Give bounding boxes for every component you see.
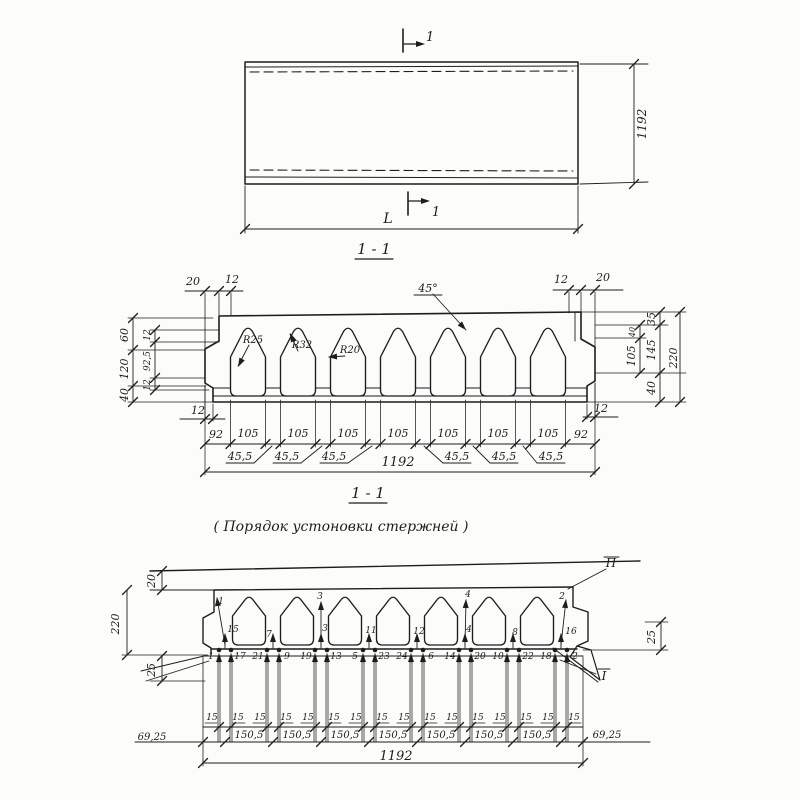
- dim-label: 105: [487, 427, 509, 440]
- rod-number: 20: [474, 652, 486, 662]
- rod-number: 18: [540, 652, 552, 662]
- dim-label: 15: [254, 713, 266, 723]
- dim-label: 69,25: [592, 730, 622, 741]
- dim-label: 45,5: [227, 450, 253, 463]
- length-dim: L: [383, 211, 393, 227]
- dim-label: 15: [206, 713, 218, 723]
- rod-number: 6: [428, 652, 434, 662]
- dim-label: 92,5: [143, 350, 153, 372]
- dim-label: 15: [376, 713, 388, 723]
- dim-label: 15: [398, 713, 410, 723]
- dim-label: 40: [628, 326, 637, 338]
- dim-label: 150,5: [426, 730, 456, 741]
- rod-number: 13: [330, 652, 342, 662]
- rod-number: 12: [413, 627, 425, 637]
- dim-label: 105: [537, 427, 559, 440]
- rod-number: 10: [492, 652, 504, 662]
- dim-label: 92: [209, 428, 223, 441]
- dim-label: 105: [625, 345, 638, 367]
- dim-label: 120: [118, 358, 131, 380]
- dim-label: 12: [191, 404, 205, 417]
- dim-label: 12: [143, 379, 153, 391]
- mesh-mark: П: [605, 556, 617, 570]
- dim-label: 150,5: [522, 730, 552, 741]
- dim-label: 40: [645, 381, 658, 395]
- dim-label: 15: [232, 713, 244, 723]
- rod-number: 19: [300, 652, 312, 662]
- rod-number: 3: [322, 624, 328, 634]
- rod-number: 7: [266, 630, 272, 640]
- view-caption: ( Порядок устоновки стержней ): [213, 519, 469, 535]
- dim-label: 15: [542, 713, 554, 723]
- width-dim: 1192: [635, 108, 649, 140]
- dim-label: 105: [437, 427, 459, 440]
- rod-number: 2: [559, 592, 565, 602]
- rod-number: 2: [572, 652, 578, 662]
- dim-label: 12: [143, 329, 153, 341]
- radius-label: R20: [339, 345, 361, 356]
- dim-label: 105: [337, 427, 359, 440]
- dim-label: 150,5: [330, 730, 360, 741]
- rod-number: 17: [234, 652, 246, 662]
- rod-number: 16: [565, 627, 577, 637]
- rod-number: 23: [378, 652, 390, 662]
- dim-label: 1192: [381, 455, 415, 470]
- dim-label: 15: [280, 713, 292, 723]
- dim-label: 12: [554, 273, 568, 286]
- rod-number: 24: [396, 652, 408, 662]
- rod-number: 1: [218, 597, 224, 607]
- dim-label: 15: [472, 713, 484, 723]
- rod-number: 22: [522, 652, 534, 662]
- dim-label: 40: [118, 388, 131, 402]
- dim-label: 15: [302, 713, 314, 723]
- dim-label: 150,5: [282, 730, 312, 741]
- dim-label: 150,5: [474, 730, 504, 741]
- radius-label: R25: [242, 335, 264, 346]
- rod-number: 9: [284, 652, 290, 662]
- dim-label: 150,5: [234, 730, 264, 741]
- rod-number: 3: [317, 592, 323, 602]
- dim-label: 15: [520, 713, 532, 723]
- rod-number: 14: [444, 652, 456, 662]
- rod-number: 21: [252, 652, 264, 662]
- dim-label: 45,5: [491, 450, 517, 463]
- dim-label: 45,5: [274, 450, 300, 463]
- rod-installation-geometry: [122, 503, 668, 768]
- section-mark-label: 1: [431, 205, 441, 220]
- dim-label: 20: [186, 275, 200, 288]
- dim-label: 45,5: [538, 450, 564, 463]
- dim-label: 15: [568, 713, 580, 723]
- dim-label: 15: [494, 713, 506, 723]
- dim-label: 15: [424, 713, 436, 723]
- dim-label: 45°: [418, 282, 438, 295]
- dim-label: 15: [446, 713, 458, 723]
- dim-label: 45,5: [444, 450, 470, 463]
- rod-number: 4: [465, 590, 471, 600]
- mesh-mark: I: [601, 669, 607, 683]
- dim-label: 69,25: [137, 732, 167, 743]
- dim-label: 35: [645, 312, 658, 326]
- dim-label: 25: [145, 663, 158, 677]
- rod-installation-view: [109, 484, 668, 768]
- dim-label: 105: [237, 427, 259, 440]
- dim-label: 220: [109, 613, 122, 635]
- dim-label: 145: [645, 339, 658, 361]
- rod-number: 11: [365, 626, 377, 636]
- rod-number: 4: [466, 625, 472, 635]
- dim-label: 220: [667, 347, 680, 369]
- dim-label: 20: [145, 574, 158, 588]
- dim-label: 12: [225, 273, 239, 286]
- cross-section-view: [118, 240, 686, 477]
- section-title: 1 - 1: [351, 484, 385, 502]
- dim-label: 105: [287, 427, 309, 440]
- dim-label: 20: [596, 271, 610, 284]
- rod-number: 1: [208, 652, 214, 662]
- rod-number: 8: [512, 628, 518, 638]
- dim-label: 25: [645, 630, 658, 644]
- plan-geometry: [241, 29, 649, 234]
- dim-label: 12: [594, 402, 608, 415]
- dim-label: 105: [387, 427, 409, 440]
- section-mark-label: 1: [425, 30, 435, 45]
- dim-label: 15: [350, 713, 362, 723]
- dim-label: 150,5: [378, 730, 408, 741]
- rod-number: 5: [352, 652, 358, 662]
- rod-number: 15: [227, 625, 239, 635]
- section-title: 1 - 1: [357, 240, 391, 258]
- plan-view: [241, 29, 650, 234]
- dim-label: 1192: [379, 749, 413, 764]
- cross-section-geometry: [128, 259, 686, 477]
- dim-label: 45,5: [321, 450, 347, 463]
- radius-label: R32: [291, 340, 313, 351]
- dim-label: 15: [328, 713, 340, 723]
- dim-label: 60: [118, 328, 131, 342]
- dim-label: 92: [574, 428, 588, 441]
- plan-labels: [382, 30, 649, 227]
